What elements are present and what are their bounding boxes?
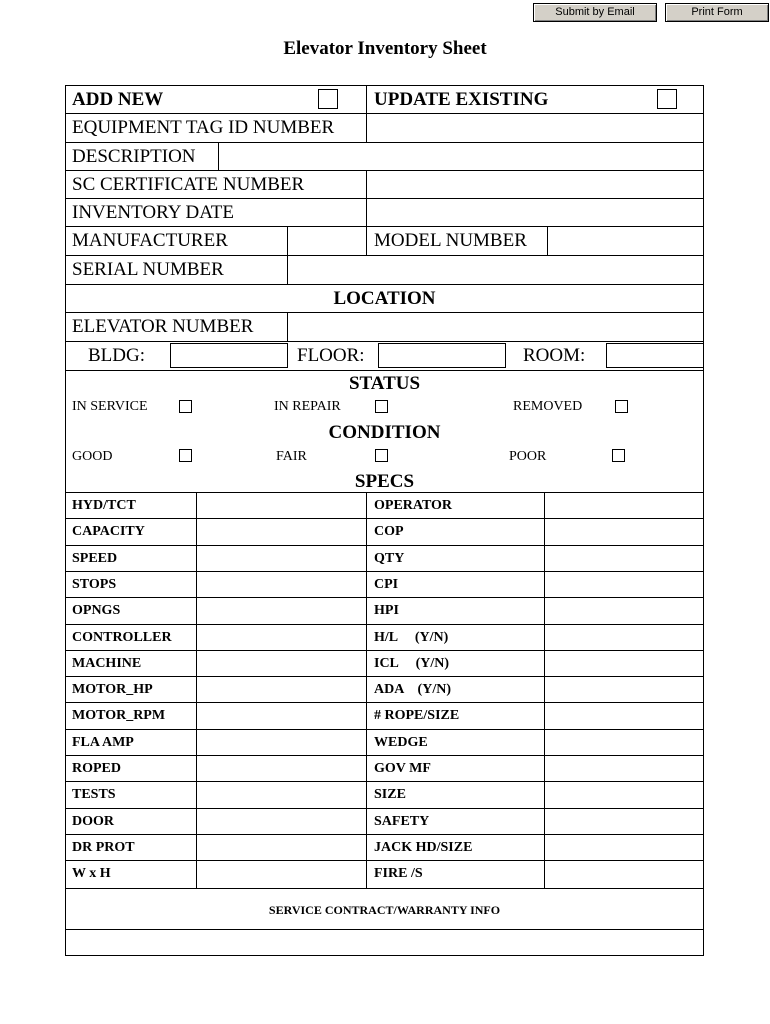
spec-field[interactable] bbox=[197, 677, 366, 702]
spec-field[interactable] bbox=[197, 546, 366, 571]
spec-label: JACK HD/SIZE bbox=[374, 840, 473, 855]
in-repair-label: IN REPAIR bbox=[274, 399, 341, 414]
spec-label: FLA AMP bbox=[72, 735, 134, 750]
spec-field[interactable] bbox=[197, 572, 366, 597]
submit-by-email-button[interactable]: Submit by Email bbox=[533, 3, 657, 22]
spec-field[interactable] bbox=[545, 861, 703, 886]
condition-heading: CONDITION bbox=[328, 422, 441, 443]
spec-label: QTY bbox=[374, 551, 405, 566]
spec-field[interactable] bbox=[197, 730, 366, 755]
removed-label: REMOVED bbox=[513, 399, 583, 414]
spec-label: H/L (Y/N) bbox=[374, 630, 449, 645]
specs-heading: SPECS bbox=[354, 471, 415, 492]
spec-field[interactable] bbox=[545, 703, 703, 728]
spec-field[interactable] bbox=[197, 861, 366, 886]
manufacturer-field[interactable] bbox=[288, 227, 366, 255]
spec-field[interactable] bbox=[545, 730, 703, 755]
spec-label: STOPS bbox=[72, 577, 117, 592]
spec-field[interactable] bbox=[545, 651, 703, 676]
spec-field[interactable] bbox=[545, 598, 703, 623]
status-heading: STATUS bbox=[348, 373, 421, 394]
poor-label: POOR bbox=[509, 449, 547, 464]
elevator-number-field[interactable] bbox=[288, 313, 703, 341]
spec-label: SIZE bbox=[374, 787, 406, 802]
spec-field[interactable] bbox=[197, 703, 366, 728]
add-new-label: ADD NEW bbox=[72, 89, 164, 110]
spec-label: ROPED bbox=[72, 761, 121, 776]
page-title: Elevator Inventory Sheet bbox=[283, 38, 487, 59]
location-heading: LOCATION bbox=[333, 288, 436, 309]
floor-field[interactable] bbox=[378, 343, 506, 368]
spec-label: DR PROT bbox=[72, 840, 135, 855]
description-field[interactable] bbox=[219, 143, 703, 170]
spec-label: # ROPE/SIZE bbox=[374, 708, 460, 723]
spec-label: CPI bbox=[374, 577, 399, 592]
spec-field[interactable] bbox=[197, 598, 366, 623]
manufacturer-label: MANUFACTURER bbox=[72, 230, 228, 251]
good-checkbox[interactable] bbox=[179, 449, 192, 462]
spec-label: TESTS bbox=[72, 787, 116, 802]
spec-label: FIRE /S bbox=[374, 866, 423, 881]
spec-field[interactable] bbox=[545, 809, 703, 834]
spec-field[interactable] bbox=[197, 651, 366, 676]
print-form-button[interactable]: Print Form bbox=[665, 3, 769, 22]
service-contract-field[interactable] bbox=[66, 930, 703, 955]
spec-field[interactable] bbox=[545, 546, 703, 571]
spec-label: CAPACITY bbox=[72, 524, 145, 539]
model-number-label: MODEL NUMBER bbox=[374, 230, 527, 251]
removed-checkbox[interactable] bbox=[615, 400, 628, 413]
inventory-date-label: INVENTORY DATE bbox=[72, 202, 235, 223]
spec-label: CONTROLLER bbox=[72, 630, 172, 645]
spec-label: MOTOR_RPM bbox=[72, 708, 166, 723]
fair-label: FAIR bbox=[276, 449, 307, 464]
model-number-field[interactable] bbox=[548, 227, 703, 255]
update-existing-checkbox[interactable] bbox=[657, 89, 677, 109]
spec-label: HPI bbox=[374, 603, 399, 618]
in-service-label: IN SERVICE bbox=[72, 399, 148, 414]
spec-field[interactable] bbox=[197, 493, 366, 518]
add-new-checkbox[interactable] bbox=[318, 89, 338, 109]
equipment-tag-label: EQUIPMENT TAG ID NUMBER bbox=[72, 117, 335, 138]
spec-label: COP bbox=[374, 524, 404, 539]
spec-field[interactable] bbox=[545, 572, 703, 597]
spec-field[interactable] bbox=[197, 625, 366, 650]
spec-field[interactable] bbox=[545, 782, 703, 807]
spec-field[interactable] bbox=[197, 809, 366, 834]
spec-field[interactable] bbox=[197, 756, 366, 781]
inventory-date-field[interactable] bbox=[367, 199, 703, 226]
serial-number-field[interactable] bbox=[288, 256, 703, 284]
spec-label: MOTOR_HP bbox=[72, 682, 153, 697]
update-existing-label: UPDATE EXISTING bbox=[374, 89, 549, 110]
spec-label: WEDGE bbox=[374, 735, 428, 750]
spec-label: W x H bbox=[72, 866, 111, 881]
spec-label: OPNGS bbox=[72, 603, 121, 618]
floor-label: FLOOR: bbox=[297, 345, 365, 366]
good-label: GOOD bbox=[72, 449, 113, 464]
spec-label: ADA (Y/N) bbox=[374, 682, 451, 697]
spec-field[interactable] bbox=[545, 519, 703, 544]
spec-label: OPERATOR bbox=[374, 498, 453, 513]
spec-label: MACHINE bbox=[72, 656, 142, 671]
room-field[interactable] bbox=[606, 343, 704, 368]
room-label: ROOM: bbox=[523, 345, 586, 366]
spec-label: SAFETY bbox=[374, 814, 430, 829]
service-contract-label: SERVICE CONTRACT/WARRANTY INFO bbox=[268, 903, 501, 917]
fair-checkbox[interactable] bbox=[375, 449, 388, 462]
in-repair-checkbox[interactable] bbox=[375, 400, 388, 413]
spec-field[interactable] bbox=[197, 519, 366, 544]
elevator-number-label: ELEVATOR NUMBER bbox=[72, 316, 254, 337]
spec-label: HYD/TCT bbox=[72, 498, 136, 513]
description-label: DESCRIPTION bbox=[72, 146, 196, 167]
spec-field[interactable] bbox=[545, 677, 703, 702]
sc-certificate-label: SC CERTIFICATE NUMBER bbox=[72, 174, 305, 195]
spec-field[interactable] bbox=[545, 756, 703, 781]
in-service-checkbox[interactable] bbox=[179, 400, 192, 413]
poor-checkbox[interactable] bbox=[612, 449, 625, 462]
sc-certificate-field[interactable] bbox=[367, 171, 703, 198]
bldg-field[interactable] bbox=[170, 343, 288, 368]
spec-label: GOV MF bbox=[374, 761, 431, 776]
spec-label: ICL (Y/N) bbox=[374, 656, 450, 671]
equipment-tag-field[interactable] bbox=[367, 114, 703, 142]
spec-label: DOOR bbox=[72, 814, 114, 829]
spec-field[interactable] bbox=[545, 835, 703, 860]
spec-field[interactable] bbox=[197, 782, 366, 807]
bldg-label: BLDG: bbox=[88, 345, 145, 366]
spec-field[interactable] bbox=[545, 493, 703, 518]
spec-field[interactable] bbox=[545, 625, 703, 650]
spec-label: SPEED bbox=[72, 551, 118, 566]
spec-field[interactable] bbox=[197, 835, 366, 860]
serial-number-label: SERIAL NUMBER bbox=[72, 259, 224, 280]
